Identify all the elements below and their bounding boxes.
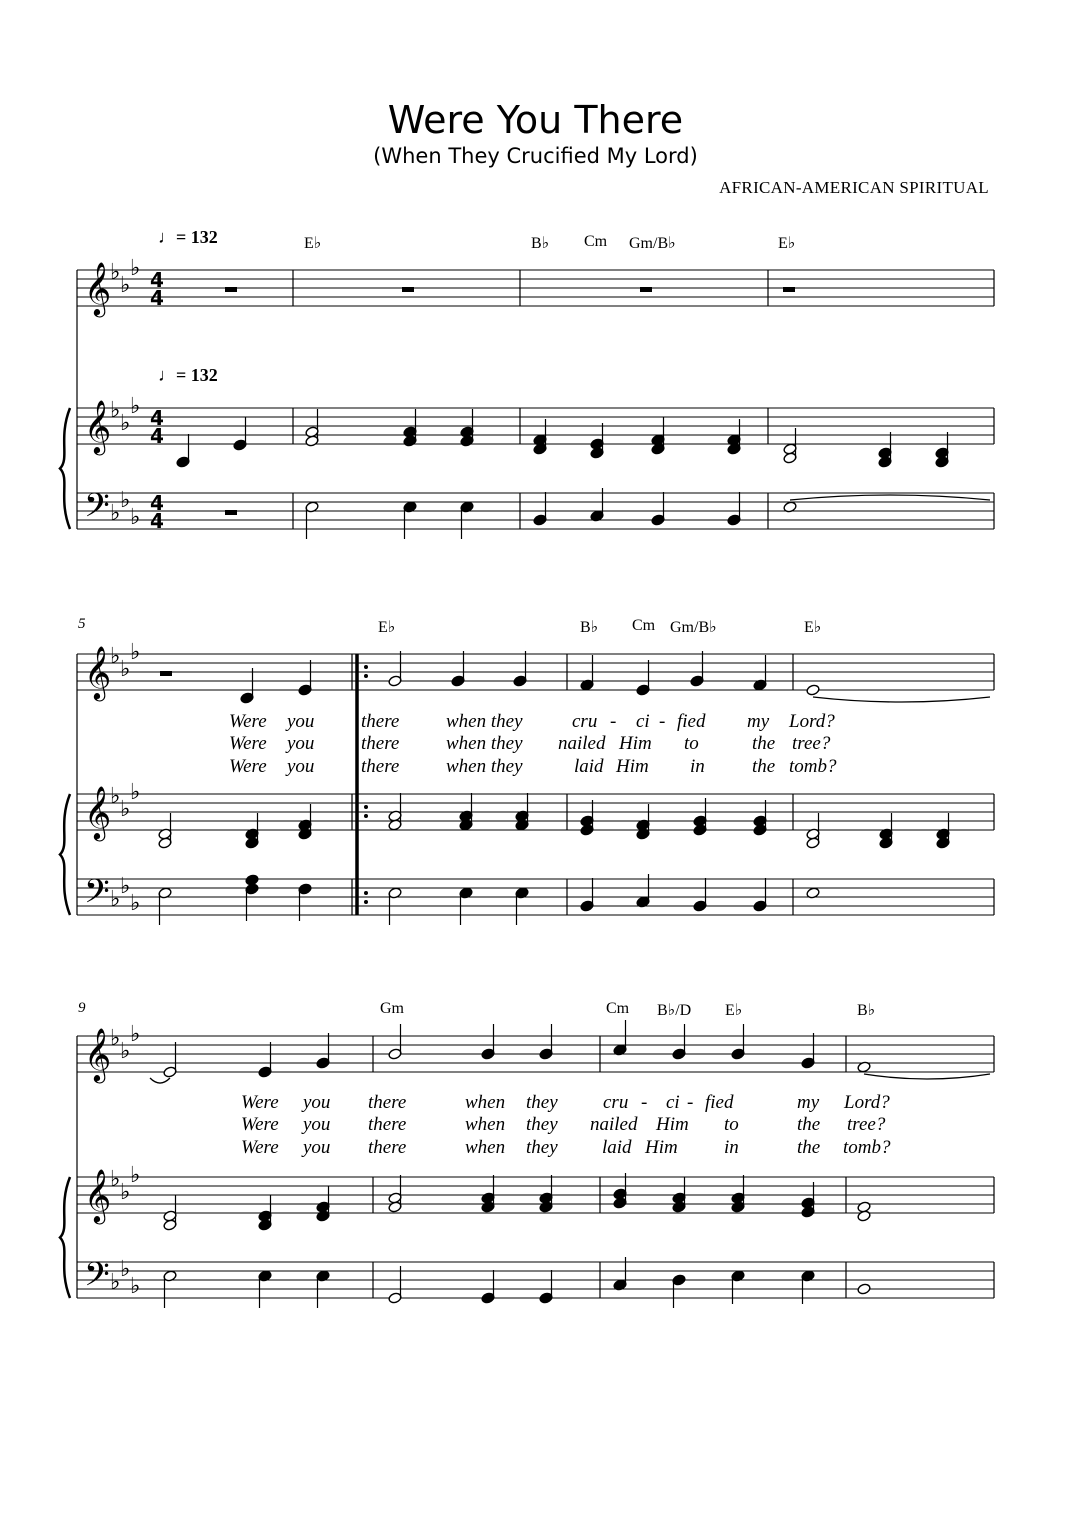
lyric-syllable: to <box>724 1114 739 1135</box>
repeat-dot <box>364 674 368 678</box>
lyric-syllable: Him <box>645 1137 678 1158</box>
flat-icon: ♭ <box>110 501 121 526</box>
flat-icon: ♭ <box>130 780 141 805</box>
lyric-syllable: there <box>361 756 400 777</box>
lyric-syllable: Him <box>656 1114 689 1135</box>
voice-staff <box>77 1036 994 1072</box>
treble-clef-icon: 𝄞 <box>84 785 112 839</box>
note-head <box>806 684 820 696</box>
lyric-syllable: they <box>526 1137 558 1158</box>
chord-symbol: E♭ <box>304 235 322 252</box>
time-signature: 4 <box>150 286 164 310</box>
whole-rest <box>402 287 414 292</box>
song-subtitle: (When They Crucified My Lord) <box>373 144 698 168</box>
bass-clef-icon: 𝄢 <box>84 487 110 533</box>
lyric-syllable: there <box>368 1137 407 1158</box>
flat-icon: ♭ <box>110 644 121 669</box>
lyric-syllable: Lord? <box>844 1092 890 1113</box>
lyric-syllable: ci <box>636 711 650 732</box>
lyric-syllable: the <box>752 756 776 777</box>
lyric-syllable: when <box>465 1137 506 1158</box>
lyric-syllable: Were <box>241 1137 279 1158</box>
lyric-syllable: when <box>465 1114 506 1135</box>
tie <box>864 1074 990 1079</box>
tie <box>790 495 990 500</box>
lyric-syllable: fied <box>677 711 706 732</box>
time-signature: 4 <box>150 509 164 533</box>
flat-icon: ♭ <box>120 1039 131 1064</box>
lyric-syllable: you <box>303 1137 331 1158</box>
time-signature: 4 <box>150 491 164 515</box>
repeat-dot <box>364 665 368 669</box>
lyric-syllable: to <box>684 733 699 754</box>
tempo-mark-piano: ♩= 132 <box>158 365 218 385</box>
time-signature: 4 <box>150 268 164 292</box>
flat-icon: ♭ <box>130 505 141 530</box>
lyric-syllable: the <box>797 1137 821 1158</box>
flat-icon: ♭ <box>130 1022 141 1047</box>
time-signature: 4 <box>150 424 164 448</box>
lyric-syllable: cru <box>572 711 598 732</box>
note-head <box>857 1201 871 1213</box>
flat-icon: ♭ <box>130 1163 141 1188</box>
lyric-syllable: you <box>287 756 315 777</box>
chord-symbol: Gm <box>380 1000 404 1017</box>
lyric-syllable: nailed <box>590 1114 638 1135</box>
treble-clef-icon: 𝄞 <box>84 1027 112 1081</box>
lyric-syllable: tree? <box>847 1114 886 1135</box>
lyric-syllable: you <box>287 733 315 754</box>
lyric-syllable: when they <box>446 756 523 777</box>
lyric-syllable: they <box>526 1092 558 1113</box>
lyric-syllable: the <box>797 1114 821 1135</box>
lyric-syllable: Were <box>241 1114 279 1135</box>
lyric-syllable: tree? <box>792 733 831 754</box>
tie <box>813 697 990 702</box>
piano-bass-staff <box>77 1262 994 1298</box>
flat-icon: ♭ <box>130 1274 141 1299</box>
repeat-dot <box>364 891 368 895</box>
flat-icon: ♭ <box>110 1026 121 1051</box>
repeat-dot <box>364 805 368 809</box>
flat-icon: ♭ <box>120 657 131 682</box>
lyric-syllable: Were <box>229 733 267 754</box>
piano-treble-staff <box>77 794 994 830</box>
chord-symbol: E♭ <box>378 619 396 636</box>
lyric-syllable: - <box>610 711 617 732</box>
flat-icon: ♭ <box>120 1257 131 1282</box>
tempo-mark-voice: ♩= 132 <box>158 227 218 247</box>
flat-icon: ♭ <box>110 887 121 912</box>
chord-symbol: Cm <box>606 1000 630 1017</box>
grand-staff-brace <box>60 794 70 915</box>
flat-icon: ♭ <box>120 797 131 822</box>
note-head <box>857 1283 871 1295</box>
lyric-syllable: - <box>641 1092 648 1113</box>
bass-clef-icon: 𝄢 <box>84 1256 110 1302</box>
lyric-syllable: Him <box>616 756 649 777</box>
flat-icon: ♭ <box>130 394 141 419</box>
lyric-syllable: Were <box>241 1092 279 1113</box>
treble-clef-icon: 𝄞 <box>84 645 112 699</box>
flat-icon: ♭ <box>120 411 131 436</box>
lyric-syllable: when <box>465 1092 506 1113</box>
lyric-syllable: the <box>752 733 776 754</box>
chord-symbol: Cm <box>584 233 608 250</box>
lyric-syllable: there <box>361 711 400 732</box>
grand-staff-brace <box>60 408 70 529</box>
lyric-syllable: cru <box>603 1092 629 1113</box>
lyric-syllable: there <box>368 1092 407 1113</box>
lyric-syllable: my <box>747 711 770 732</box>
lyric-syllable: - <box>687 1092 694 1113</box>
lyric-syllable: ci <box>666 1092 680 1113</box>
lyric-syllable: fied <box>705 1092 734 1113</box>
piano-bass-staff <box>77 879 994 915</box>
voice-staff <box>77 270 994 306</box>
chord-symbol: Cm <box>632 617 656 634</box>
measure-number: 9 <box>78 1000 86 1016</box>
flat-icon: ♭ <box>110 1167 121 1192</box>
chord-symbol: B♭/D <box>657 1002 692 1019</box>
lyric-syllable: nailed <box>558 733 606 754</box>
whole-rest <box>225 287 237 292</box>
lyric-syllable: tomb? <box>789 756 837 777</box>
lyric-syllable: - <box>659 711 666 732</box>
lyric-syllable: there <box>368 1114 407 1135</box>
time-signature: 4 <box>150 406 164 430</box>
lyric-syllable: you <box>287 711 315 732</box>
flat-icon: ♭ <box>120 1180 131 1205</box>
bass-clef-icon: 𝄢 <box>84 873 110 919</box>
whole-rest <box>225 510 237 515</box>
lyric-syllable: laid <box>574 756 604 777</box>
lyric-syllable: Were <box>229 756 267 777</box>
flat-icon: ♭ <box>110 260 121 285</box>
voice-staff <box>77 654 994 690</box>
chord-symbol: B♭ <box>580 619 599 636</box>
lyric-syllable: there <box>361 733 400 754</box>
whole-rest <box>160 671 172 676</box>
whole-rest <box>640 287 652 292</box>
lyric-syllable: tomb? <box>843 1137 891 1158</box>
lyric-syllable: they <box>526 1114 558 1135</box>
lyric-syllable: in <box>690 756 705 777</box>
lyric-syllable: Lord? <box>789 711 835 732</box>
flat-icon: ♭ <box>110 1270 121 1295</box>
flat-icon: ♭ <box>130 891 141 916</box>
flat-icon: ♭ <box>130 256 141 281</box>
lyric-syllable: laid <box>602 1137 632 1158</box>
chord-symbol: Gm/B♭ <box>629 235 676 252</box>
tie <box>150 1078 170 1083</box>
measure-number: 5 <box>78 616 86 632</box>
chord-symbol: E♭ <box>725 1002 743 1019</box>
grand-staff-brace <box>60 1177 70 1298</box>
lyric-syllable: Him <box>619 733 652 754</box>
flat-icon: ♭ <box>120 488 131 513</box>
chord-symbol: B♭ <box>531 235 550 252</box>
lyric-syllable: when they <box>446 711 523 732</box>
treble-clef-icon: 𝄞 <box>84 261 112 315</box>
flat-icon: ♭ <box>110 784 121 809</box>
whole-rest <box>783 287 795 292</box>
flat-icon: ♭ <box>130 640 141 665</box>
lyric-syllable: you <box>303 1092 331 1113</box>
lyric-syllable: Were <box>229 711 267 732</box>
piano-treble-staff <box>77 1177 994 1213</box>
flat-icon: ♭ <box>120 874 131 899</box>
chord-symbol: B♭ <box>857 1002 876 1019</box>
repeat-dot <box>364 814 368 818</box>
lyric-syllable: my <box>797 1092 820 1113</box>
lyric-syllable: when they <box>446 733 523 754</box>
note-head <box>245 874 259 886</box>
chord-symbol: Gm/B♭ <box>670 619 717 636</box>
composer-credit: AFRICAN-AMERICAN SPIRITUAL <box>719 178 989 197</box>
treble-clef-icon: 𝄞 <box>84 1168 112 1222</box>
treble-clef-icon: 𝄞 <box>84 399 112 453</box>
chord-symbol: E♭ <box>778 235 796 252</box>
lyric-syllable: you <box>303 1114 331 1135</box>
flat-icon: ♭ <box>120 273 131 298</box>
lyric-syllable: in <box>724 1137 739 1158</box>
repeat-dot <box>364 900 368 904</box>
song-title: Were You There <box>387 98 684 142</box>
flat-icon: ♭ <box>110 398 121 423</box>
chord-symbol: E♭ <box>804 619 822 636</box>
